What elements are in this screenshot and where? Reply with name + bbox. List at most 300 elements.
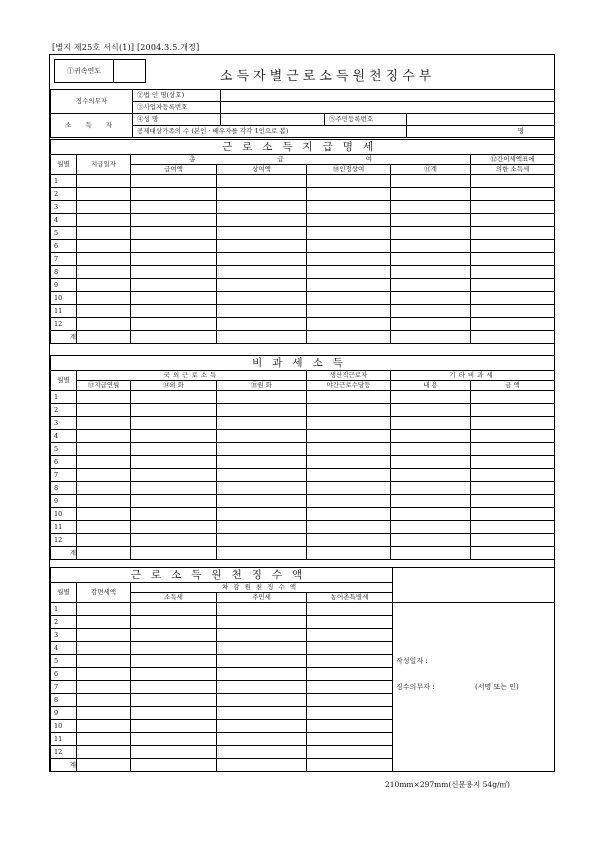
s1-month-3-cell-1[interactable] bbox=[77, 201, 131, 214]
s3-month-3-cell-4[interactable] bbox=[307, 629, 393, 642]
s2-month-11-cell-6[interactable] bbox=[471, 521, 555, 534]
s2-month-9-cell-3[interactable] bbox=[217, 495, 307, 508]
s3-month-10-cell-1[interactable] bbox=[77, 720, 131, 733]
s1-month-6-cell-3[interactable] bbox=[217, 240, 307, 253]
s1-month-1-cell-3[interactable] bbox=[217, 175, 307, 188]
s3-month-5-label: 5 bbox=[51, 655, 77, 668]
s2-month-6-cell-5[interactable] bbox=[391, 456, 471, 469]
s1-month-2-label: 2 bbox=[51, 188, 77, 201]
s2-month-1-cell-1[interactable] bbox=[77, 391, 131, 404]
s1-row-month-11 bbox=[51, 305, 555, 318]
s1-month-2-cell-6[interactable] bbox=[471, 188, 555, 201]
s2-month-10-cell-2[interactable] bbox=[131, 508, 217, 521]
section-withheld-amount bbox=[50, 567, 554, 772]
s3-month-9-label: 9 bbox=[51, 707, 77, 720]
s2-row-month-9 bbox=[51, 495, 555, 508]
s1-month-1-cell-5[interactable] bbox=[391, 175, 471, 188]
s2-month-10-cell-4[interactable] bbox=[307, 508, 391, 521]
s3-month-6-cell-4[interactable] bbox=[307, 668, 393, 681]
s1-month-4-cell-6[interactable] bbox=[471, 214, 555, 227]
s2-month-11-cell-2[interactable] bbox=[131, 521, 217, 534]
s1-month-6-cell-4[interactable] bbox=[307, 240, 391, 253]
s3-row-month-1 bbox=[51, 603, 555, 616]
s3-withheld-header: 차감원천징수액 bbox=[131, 583, 393, 593]
s3-month-6-cell-3[interactable] bbox=[217, 668, 307, 681]
s2-month-3-cell-4[interactable] bbox=[307, 417, 391, 430]
s3-row-month-4 bbox=[51, 642, 555, 655]
s2-month-11-cell-3[interactable] bbox=[217, 521, 307, 534]
s3-row-month-5 bbox=[51, 655, 555, 668]
s1-month-10-cell-2[interactable] bbox=[131, 292, 217, 305]
s1-month-5-label: 5 bbox=[51, 227, 77, 240]
s2-month-9-label: 9 bbox=[51, 495, 77, 508]
s1-month-7-cell-5[interactable] bbox=[391, 253, 471, 266]
s2-total-cell-6[interactable] bbox=[471, 547, 555, 560]
s2-total-cell-4[interactable] bbox=[307, 547, 391, 560]
s2-month-5-cell-2[interactable] bbox=[131, 443, 217, 456]
dependents-unit[interactable]: 명 bbox=[407, 126, 555, 138]
s1-total-cell-1[interactable] bbox=[77, 331, 131, 344]
s1-month-1-cell-1[interactable] bbox=[77, 175, 131, 188]
s2-month-4-cell-5[interactable] bbox=[391, 430, 471, 443]
s2-month-1-cell-5[interactable] bbox=[391, 391, 471, 404]
s1-row-month-10 bbox=[51, 292, 555, 305]
s2-month-5-label: 5 bbox=[51, 443, 77, 456]
s1-month-5-cell-5[interactable] bbox=[391, 227, 471, 240]
s1-month-7-cell-4[interactable] bbox=[307, 253, 391, 266]
s3-month-9-cell-3[interactable] bbox=[217, 707, 307, 720]
s3-month-11-cell-4[interactable] bbox=[307, 733, 393, 746]
s3-month-9-cell-2[interactable] bbox=[131, 707, 217, 720]
s2-month-10-cell-1[interactable] bbox=[77, 508, 131, 521]
s1-row-month-7 bbox=[51, 253, 555, 266]
section3-title: 근로소득원천징수액 bbox=[51, 568, 393, 583]
s1-month-3-cell-6[interactable] bbox=[471, 201, 555, 214]
s1-month-3-cell-4[interactable] bbox=[307, 201, 391, 214]
s2-month-1-cell-6[interactable] bbox=[471, 391, 555, 404]
s3-month-5-cell-2[interactable] bbox=[131, 655, 217, 668]
s1-total-label: 계 bbox=[51, 331, 77, 344]
form-number-note: [별지 제25호 서식(1)] [2004.3.5.개정] bbox=[52, 43, 200, 52]
s2-foreign-header: 국외근로소득 bbox=[77, 371, 307, 381]
s2-col-won: ⑮원 화 bbox=[217, 381, 307, 391]
s2-month-9-cell-5[interactable] bbox=[391, 495, 471, 508]
s1-month-4-label: 4 bbox=[51, 214, 77, 227]
s1-total-cell-6[interactable] bbox=[471, 331, 555, 344]
s2-month-7-cell-2[interactable] bbox=[131, 469, 217, 482]
s3-month-11-cell-1[interactable] bbox=[77, 733, 131, 746]
s2-month-8-cell-6[interactable] bbox=[471, 482, 555, 495]
s2-month-10-cell-6[interactable] bbox=[471, 508, 555, 521]
s1-month-7-cell-1[interactable] bbox=[77, 253, 131, 266]
s1-month-5-cell-6[interactable] bbox=[471, 227, 555, 240]
s1-month-5-cell-3[interactable] bbox=[217, 227, 307, 240]
s2-month-7-cell-6[interactable] bbox=[471, 469, 555, 482]
s1-month-8-cell-1[interactable] bbox=[77, 266, 131, 279]
s2-month-2-cell-3[interactable] bbox=[217, 404, 307, 417]
s1-col-deemed-bonus: ⑩인정상여 bbox=[307, 165, 391, 175]
s1-month-2-cell-1[interactable] bbox=[77, 188, 131, 201]
s3-month-8-cell-2[interactable] bbox=[131, 694, 217, 707]
s1-row-month-6 bbox=[51, 240, 555, 253]
s3-month-9-cell-4[interactable] bbox=[307, 707, 393, 720]
s2-row-month-7 bbox=[51, 469, 555, 482]
s3-total-cell-1[interactable] bbox=[77, 759, 131, 772]
s2-total-cell-1[interactable] bbox=[77, 547, 131, 560]
s2-month-10-cell-5[interactable] bbox=[391, 508, 471, 521]
s2-month-2-cell-1[interactable] bbox=[77, 404, 131, 417]
s1-month-8-cell-4[interactable] bbox=[307, 266, 391, 279]
s3-month-2-cell-2[interactable] bbox=[131, 616, 217, 629]
s2-month-8-cell-5[interactable] bbox=[391, 482, 471, 495]
s2-month-9-cell-4[interactable] bbox=[307, 495, 391, 508]
s1-month-5-cell-1[interactable] bbox=[77, 227, 131, 240]
s2-month-7-cell-5[interactable] bbox=[391, 469, 471, 482]
s2-month-5-cell-1[interactable] bbox=[77, 443, 131, 456]
s1-row-month-12 bbox=[51, 318, 555, 331]
s3-month-11-cell-2[interactable] bbox=[131, 733, 217, 746]
s1-month-10-cell-6[interactable] bbox=[471, 292, 555, 305]
s3-month-4-cell-3[interactable] bbox=[217, 642, 307, 655]
s2-total-cell-3[interactable] bbox=[217, 547, 307, 560]
s1-month-11-cell-4[interactable] bbox=[307, 305, 391, 318]
s1-month-6-cell-5[interactable] bbox=[391, 240, 471, 253]
s1-month-1-cell-6[interactable] bbox=[471, 175, 555, 188]
s1-row-month-8 bbox=[51, 266, 555, 279]
s2-month-6-cell-2[interactable] bbox=[131, 456, 217, 469]
s2-month-6-cell-6[interactable] bbox=[471, 456, 555, 469]
s2-month-12-cell-5[interactable] bbox=[391, 534, 471, 547]
s2-month-3-cell-3[interactable] bbox=[217, 417, 307, 430]
s3-month-3-cell-1[interactable] bbox=[77, 629, 131, 642]
s3-month-1-cell-3[interactable] bbox=[217, 603, 307, 616]
s3-month-8-cell-3[interactable] bbox=[217, 694, 307, 707]
s2-row-month-10 bbox=[51, 508, 555, 521]
s1-month-12-cell-6[interactable] bbox=[471, 318, 555, 331]
s3-month-10-cell-3[interactable] bbox=[217, 720, 307, 733]
s3-total-cell-4[interactable] bbox=[307, 759, 393, 772]
s1-month-8-cell-3[interactable] bbox=[217, 266, 307, 279]
s1-month-10-cell-3[interactable] bbox=[217, 292, 307, 305]
s2-row-month-6 bbox=[51, 456, 555, 469]
s3-row-total bbox=[51, 759, 555, 772]
s3-month-12-cell-2[interactable] bbox=[131, 746, 217, 759]
s1-month-12-cell-3[interactable] bbox=[217, 318, 307, 331]
s3-month-8-cell-1[interactable] bbox=[77, 694, 131, 707]
s3-month-12-label: 12 bbox=[51, 746, 77, 759]
signer-label: 징수의무자 : bbox=[396, 683, 435, 691]
s2-month-8-cell-1[interactable] bbox=[77, 482, 131, 495]
s3-month-2-cell-4[interactable] bbox=[307, 616, 393, 629]
s2-month-12-cell-6[interactable] bbox=[471, 534, 555, 547]
s2-col-pay-month: ⑬지급연월 bbox=[77, 381, 131, 391]
s1-row-month-4 bbox=[51, 214, 555, 227]
s2-month-2-label: 2 bbox=[51, 404, 77, 417]
s2-month-12-cell-4[interactable] bbox=[307, 534, 391, 547]
s1-month-8-cell-2[interactable] bbox=[131, 266, 217, 279]
s1-month-1-label: 1 bbox=[51, 175, 77, 188]
s2-row-month-2 bbox=[51, 404, 555, 417]
s2-month-4-cell-6[interactable] bbox=[471, 430, 555, 443]
s2-month-11-cell-4[interactable] bbox=[307, 521, 391, 534]
s1-month-2-cell-5[interactable] bbox=[391, 188, 471, 201]
s1-month-11-cell-3[interactable] bbox=[217, 305, 307, 318]
s1-month-6-cell-2[interactable] bbox=[131, 240, 217, 253]
s3-month-12-cell-1[interactable] bbox=[77, 746, 131, 759]
s1-month-9-label: 9 bbox=[51, 279, 77, 292]
payer-name-field[interactable] bbox=[221, 90, 555, 102]
s2-month-12-cell-1[interactable] bbox=[77, 534, 131, 547]
s3-month-3-label: 3 bbox=[51, 629, 77, 642]
s1-row-month-3 bbox=[51, 201, 555, 214]
title-row bbox=[50, 55, 554, 90]
s1-month-11-label: 11 bbox=[51, 305, 77, 318]
s3-signature-area bbox=[393, 568, 555, 691]
s3-month-7-cell-3[interactable] bbox=[217, 681, 307, 694]
s3-month-5-cell-4[interactable] bbox=[307, 655, 393, 668]
s2-month-3-cell-2[interactable] bbox=[131, 417, 217, 430]
s3-month-8-label: 8 bbox=[51, 694, 77, 707]
s3-month-4-cell-1[interactable] bbox=[77, 642, 131, 655]
earner-label: 소 득 자 bbox=[51, 114, 133, 138]
s1-month-12-cell-2[interactable] bbox=[131, 318, 217, 331]
s2-month-4-label: 4 bbox=[51, 430, 77, 443]
s2-month-7-cell-1[interactable] bbox=[77, 469, 131, 482]
s2-row-month-8 bbox=[51, 482, 555, 495]
s3-month-4-label: 4 bbox=[51, 642, 77, 655]
s2-month-2-cell-6[interactable] bbox=[471, 404, 555, 417]
s1-month-9-cell-4[interactable] bbox=[307, 279, 391, 292]
s2-month-8-cell-3[interactable] bbox=[217, 482, 307, 495]
document-title: 소득자별근로소득원천징수부 bbox=[220, 69, 436, 84]
s2-total-cell-2[interactable] bbox=[131, 547, 217, 560]
s1-month-11-cell-1[interactable] bbox=[77, 305, 131, 318]
sign-label: (서명 또는 인) bbox=[475, 683, 519, 691]
s1-month-11-cell-6[interactable] bbox=[471, 305, 555, 318]
s1-month-11-cell-2[interactable] bbox=[131, 305, 217, 318]
earner-name-field[interactable] bbox=[221, 114, 325, 126]
s1-month-6-cell-1[interactable] bbox=[77, 240, 131, 253]
s2-month-3-cell-6[interactable] bbox=[471, 417, 555, 430]
s2-row-month-4 bbox=[51, 430, 555, 443]
s1-month-12-cell-5[interactable] bbox=[391, 318, 471, 331]
s3-month-1-cell-1[interactable] bbox=[77, 603, 131, 616]
s1-total-cell-4[interactable] bbox=[307, 331, 391, 344]
s1-month-9-cell-3[interactable] bbox=[217, 279, 307, 292]
s3-month-3-cell-3[interactable] bbox=[217, 629, 307, 642]
s1-pay-date-header: 지급일자 bbox=[77, 155, 131, 175]
s1-month-2-cell-4[interactable] bbox=[307, 188, 391, 201]
s2-month-4-cell-4[interactable] bbox=[307, 430, 391, 443]
s3-month-10-label: 10 bbox=[51, 720, 77, 733]
s2-month-4-cell-3[interactable] bbox=[217, 430, 307, 443]
s2-month-9-cell-2[interactable] bbox=[131, 495, 217, 508]
s1-month-7-label: 7 bbox=[51, 253, 77, 266]
s3-month-2-cell-1[interactable] bbox=[77, 616, 131, 629]
s1-month-4-cell-5[interactable] bbox=[391, 214, 471, 227]
s3-total-cell-3[interactable] bbox=[217, 759, 307, 772]
s1-month-9-cell-2[interactable] bbox=[131, 279, 217, 292]
paper-size-footer: 210mm×297mm(신문용지 54g/㎡) bbox=[385, 780, 510, 789]
s3-month-5-cell-1[interactable] bbox=[77, 655, 131, 668]
payer-regno-field[interactable] bbox=[221, 102, 555, 114]
s3-month-7-label: 7 bbox=[51, 681, 77, 694]
s1-month-2-cell-2[interactable] bbox=[131, 188, 217, 201]
s1-month-12-cell-1[interactable] bbox=[77, 318, 131, 331]
s2-production-line1: 생산직근로자 bbox=[307, 371, 391, 381]
s3-month-1-cell-4[interactable] bbox=[307, 603, 393, 616]
s3-row-month-6 bbox=[51, 668, 555, 681]
s2-month-12-cell-2[interactable] bbox=[131, 534, 217, 547]
s1-month-4-cell-4[interactable] bbox=[307, 214, 391, 227]
s3-month-1-cell-2[interactable] bbox=[131, 603, 217, 616]
earner-name-label: ④성 명 bbox=[133, 114, 221, 126]
s2-month-10-cell-3[interactable] bbox=[217, 508, 307, 521]
s3-month-1-label: 1 bbox=[51, 603, 77, 616]
s2-month-2-cell-2[interactable] bbox=[131, 404, 217, 417]
s2-month-2-cell-4[interactable] bbox=[307, 404, 391, 417]
s3-month-4-cell-4[interactable] bbox=[307, 642, 393, 655]
s1-month-9-cell-1[interactable] bbox=[77, 279, 131, 292]
section2-title: 비과세소득 bbox=[51, 356, 555, 371]
s2-month-3-cell-1[interactable] bbox=[77, 417, 131, 430]
s1-month-7-cell-3[interactable] bbox=[217, 253, 307, 266]
s2-other-header: 기타비과세 bbox=[391, 371, 555, 381]
s1-month-header: 월별 bbox=[51, 155, 77, 175]
s1-month-2-cell-3[interactable] bbox=[217, 188, 307, 201]
year-label: ①귀속연도 bbox=[55, 60, 114, 82]
s2-month-2-cell-5[interactable] bbox=[391, 404, 471, 417]
s3-month-header: 월별 bbox=[51, 583, 77, 603]
s2-month-6-cell-4[interactable] bbox=[307, 456, 391, 469]
s3-month-9-cell-1[interactable] bbox=[77, 707, 131, 720]
s1-month-4-cell-2[interactable] bbox=[131, 214, 217, 227]
year-box bbox=[54, 59, 146, 83]
s2-month-11-cell-1[interactable] bbox=[77, 521, 131, 534]
s3-month-10-cell-4[interactable] bbox=[307, 720, 393, 733]
s1-month-9-cell-6[interactable] bbox=[471, 279, 555, 292]
s2-month-1-cell-3[interactable] bbox=[217, 391, 307, 404]
s2-month-8-cell-4[interactable] bbox=[307, 482, 391, 495]
s2-col-content: 내 용 bbox=[391, 381, 471, 391]
s3-month-5-cell-3[interactable] bbox=[217, 655, 307, 668]
s1-month-3-cell-5[interactable] bbox=[391, 201, 471, 214]
s2-month-7-cell-3[interactable] bbox=[217, 469, 307, 482]
info-block bbox=[50, 89, 554, 138]
s2-month-4-cell-1[interactable] bbox=[77, 430, 131, 443]
s2-month-5-cell-5[interactable] bbox=[391, 443, 471, 456]
s1-month-9-cell-5[interactable] bbox=[391, 279, 471, 292]
s1-month-6-label: 6 bbox=[51, 240, 77, 253]
s3-row-month-8 bbox=[51, 694, 555, 707]
s1-month-7-cell-6[interactable] bbox=[471, 253, 555, 266]
s2-month-3-label: 3 bbox=[51, 417, 77, 430]
s1-col-bonus: 상여액 bbox=[217, 165, 307, 175]
s1-month-12-label: 12 bbox=[51, 318, 77, 331]
s1-month-5-cell-2[interactable] bbox=[131, 227, 217, 240]
s1-month-10-cell-1[interactable] bbox=[77, 292, 131, 305]
s1-month-3-cell-2[interactable] bbox=[131, 201, 217, 214]
s1-month-10-cell-5[interactable] bbox=[391, 292, 471, 305]
s3-month-3-cell-2[interactable] bbox=[131, 629, 217, 642]
s3-total-cell-2[interactable] bbox=[131, 759, 217, 772]
s1-total-cell-5[interactable] bbox=[391, 331, 471, 344]
s2-month-11-cell-5[interactable] bbox=[391, 521, 471, 534]
s1-tax-header-line2: 의한 소득세 bbox=[471, 165, 555, 175]
dependents-label: 공제대상가족의 수 (본인 · 배우자를 각각 1인으로 봄) bbox=[133, 126, 407, 138]
s3-month-10-cell-2[interactable] bbox=[131, 720, 217, 733]
s1-total-header: 총 급 여 bbox=[131, 155, 471, 165]
s2-month-5-cell-3[interactable] bbox=[217, 443, 307, 456]
earner-resident-field[interactable] bbox=[407, 114, 555, 126]
s2-month-6-cell-3[interactable] bbox=[217, 456, 307, 469]
payer-name-label: ②법 인 명(상호) bbox=[133, 90, 221, 102]
s1-month-7-cell-2[interactable] bbox=[131, 253, 217, 266]
s2-row-month-5 bbox=[51, 443, 555, 456]
s3-month-6-cell-2[interactable] bbox=[131, 668, 217, 681]
s2-month-12-cell-3[interactable] bbox=[217, 534, 307, 547]
s1-total-cell-2[interactable] bbox=[131, 331, 217, 344]
s1-month-8-cell-5[interactable] bbox=[391, 266, 471, 279]
s3-month-6-cell-1[interactable] bbox=[77, 668, 131, 681]
s3-month-4-cell-2[interactable] bbox=[131, 642, 217, 655]
s2-total-cell-5[interactable] bbox=[391, 547, 471, 560]
s3-month-8-cell-4[interactable] bbox=[307, 694, 393, 707]
s2-col-foreign-currency: ⑭외 화 bbox=[131, 381, 217, 391]
s1-row-month-9 bbox=[51, 279, 555, 292]
s2-month-9-cell-1[interactable] bbox=[77, 495, 131, 508]
s1-month-1-cell-2[interactable] bbox=[131, 175, 217, 188]
s1-month-11-cell-5[interactable] bbox=[391, 305, 471, 318]
s2-month-9-cell-6[interactable] bbox=[471, 495, 555, 508]
s3-col-resident-tax: 주민세 bbox=[217, 593, 307, 603]
s1-month-10-cell-4[interactable] bbox=[307, 292, 391, 305]
payer-label: 징수의무자 bbox=[51, 90, 133, 114]
s3-month-12-cell-3[interactable] bbox=[217, 746, 307, 759]
s1-month-1-cell-4[interactable] bbox=[307, 175, 391, 188]
s3-total-label: 계 bbox=[51, 759, 77, 772]
s3-month-7-cell-1[interactable] bbox=[77, 681, 131, 694]
s3-row-month-12 bbox=[51, 746, 555, 759]
s2-month-1-cell-2[interactable] bbox=[131, 391, 217, 404]
s2-month-1-label: 1 bbox=[51, 391, 77, 404]
s2-month-7-cell-4[interactable] bbox=[307, 469, 391, 482]
s1-month-4-cell-1[interactable] bbox=[77, 214, 131, 227]
s3-month-7-cell-2[interactable] bbox=[131, 681, 217, 694]
s3-month-11-cell-3[interactable] bbox=[217, 733, 307, 746]
s2-month-1-cell-4[interactable] bbox=[307, 391, 391, 404]
s2-month-6-cell-1[interactable] bbox=[77, 456, 131, 469]
s1-month-5-cell-4[interactable] bbox=[307, 227, 391, 240]
s2-month-8-cell-2[interactable] bbox=[131, 482, 217, 495]
s1-month-3-cell-3[interactable] bbox=[217, 201, 307, 214]
section1-title: 근로소득지급명세 bbox=[51, 140, 555, 155]
s1-month-4-cell-3[interactable] bbox=[217, 214, 307, 227]
s1-month-6-cell-6[interactable] bbox=[471, 240, 555, 253]
s2-month-5-cell-4[interactable] bbox=[307, 443, 391, 456]
s2-month-3-cell-5[interactable] bbox=[391, 417, 471, 430]
s2-month-5-cell-6[interactable] bbox=[471, 443, 555, 456]
s1-month-12-cell-4[interactable] bbox=[307, 318, 391, 331]
s3-col-income-tax: 소득세 bbox=[131, 593, 217, 603]
s3-month-2-cell-3[interactable] bbox=[217, 616, 307, 629]
s1-month-8-cell-6[interactable] bbox=[471, 266, 555, 279]
section-nontaxable-income bbox=[50, 355, 554, 560]
s3-month-7-cell-4[interactable] bbox=[307, 681, 393, 694]
s1-total-cell-3[interactable] bbox=[217, 331, 307, 344]
s2-month-4-cell-2[interactable] bbox=[131, 430, 217, 443]
s3-month-12-cell-4[interactable] bbox=[307, 746, 393, 759]
